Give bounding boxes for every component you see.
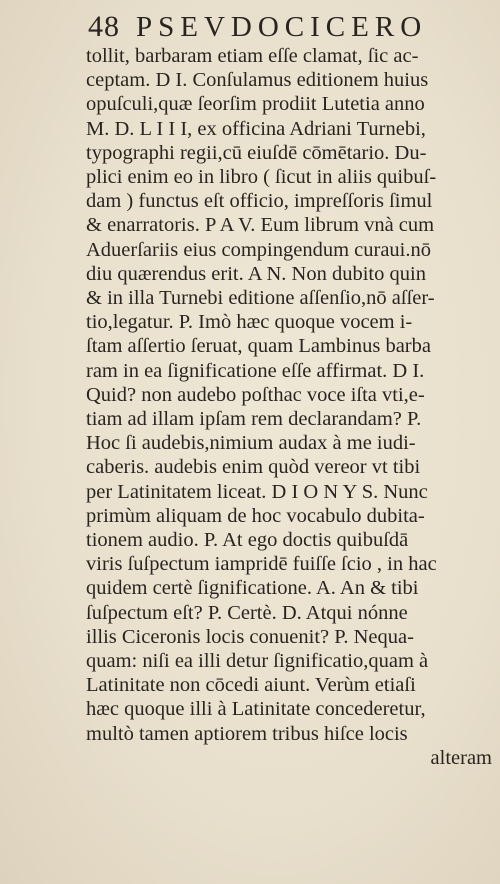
page-number: 48 [88,10,120,43]
text-line: ſtam aſſertio ſeruat, quam Lambinus barba [86,335,431,358]
text-line: Aduerſariis eius compingendum curaui.nō [86,238,431,261]
text-line: Latinitate non cōcedi aiunt. Verùm etiaſi [86,674,416,697]
text-line: illis Ciceronis locis conuenit? P. Nequa- [86,625,414,648]
page-header [88,10,468,46]
text-line: tiam ad illam ipſam rem declarandam? P. [86,408,422,431]
text-line: diu quærendus erit. A N. Non dubito quin [86,262,426,285]
text-line: typographi regii,cū eiuſdē cōmētario. Du- [86,141,427,164]
catchword: alteram [430,746,492,769]
text-line: viris ſuſpectum iampridē fuiſſe ſcio , in hac [86,553,437,576]
text-line: tio,legatur. P. Imò hæc quoque vocem i- [86,311,413,334]
text-line: Quid? non audebo poſthac voce iſta vti,e- [86,383,425,406]
text-line: ceptam. D I. Conſulamus editionem huius [86,69,429,92]
text-line: & enarratoris. P A V. Eum librum vnà cum [86,214,435,237]
text-line: opuſculi,quæ ſeorſim prodiit Lutetia anno [86,93,425,116]
text-line: Hoc ſi audebis,nimium audax à me iudi- [86,432,416,455]
text-line: dam ) functus eſt officio, impreſſoris ſimul [86,190,433,213]
text-line: caberis. audebis enim quòd vereor vt tibi [86,456,421,479]
text-line: M. D. L I I I, ex officina Adriani Turnebi, [86,117,426,140]
text-line: hæc quoque illi à Latinitate concederetur, [86,698,426,721]
body-text [86,44,498,770]
text-line: & in illa Turnebi editione aſſenſio,nō aſſer- [86,287,435,310]
text-line: primùm aliquam de hoc vocabulo dubita- [86,504,425,527]
text-line: per Latinitatem liceat. D I O N Y S. Nunc [86,480,428,503]
text-line: ſuſpectum eſt? P. Certè. D. Atqui nónne [86,601,408,624]
running-title: PSEVDOCICERO [136,11,428,43]
text-line: plici enim eo in libro ( ſicut in aliis quibuſ- [86,166,437,189]
text-line: tollit, barbaram etiam eſſe clamat, ſic ac- [86,45,419,67]
text-line: multò tamen aptiorem tribus hiſce locis [86,722,408,745]
text-line: quam: niſi ea illi detur ſignificatio,quam à [86,650,429,673]
text-line: tionem audio. P. At ego doctis quibuſdā [86,529,409,552]
text-line: quidem certè ſignificatione. A. An & tibi [86,577,419,600]
text-line: ram in ea ſignificatione eſſe affirmat. D I. [86,359,425,382]
